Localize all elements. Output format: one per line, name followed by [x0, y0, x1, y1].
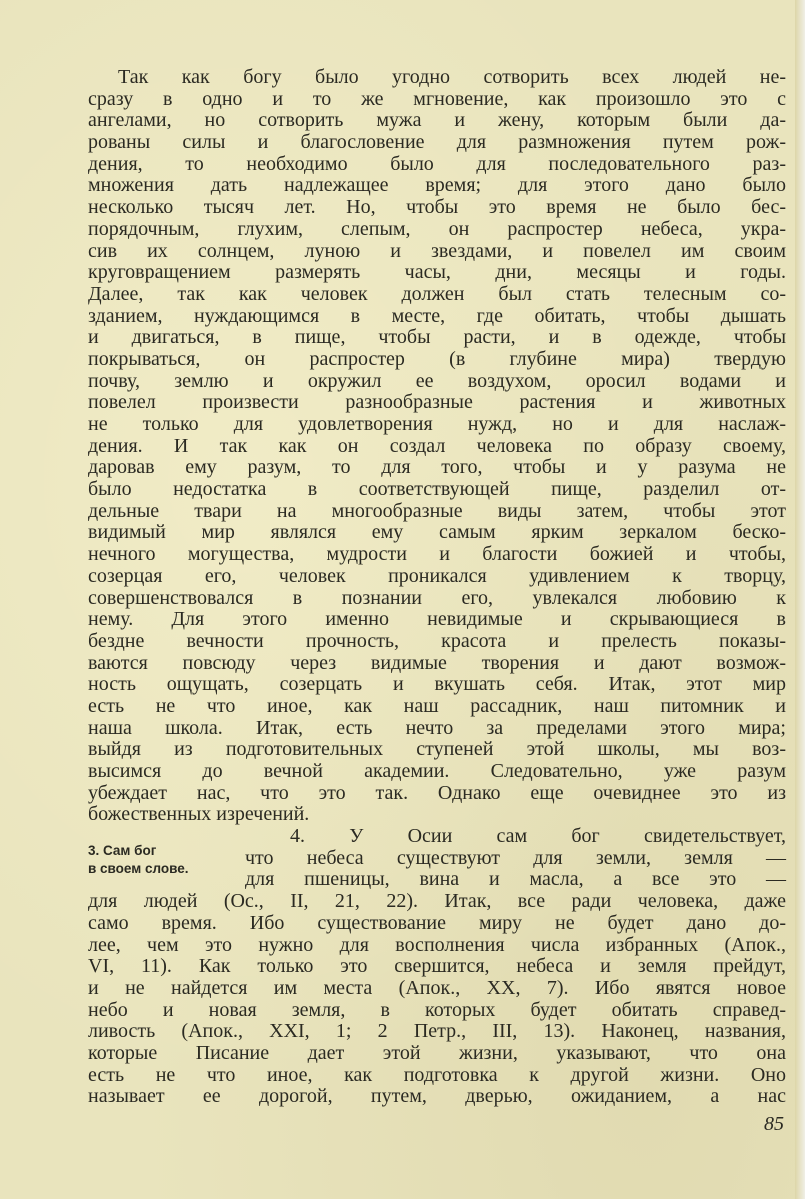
text-line: есть не что иное, как подготовка к другой жизни. Оно: [88, 1063, 786, 1086]
text-line: наша школа. Итак, есть нечто за пределами этого мира;: [88, 716, 786, 739]
body-text: [88, 67, 786, 1108]
text-line: для людей (Ос., II, 21, 22). Итак, все ради человека, даже: [88, 890, 786, 913]
text-line: небо и новая земля, в которых будет обитать справед-: [88, 998, 786, 1021]
text-line: покрываться, он распростер (в глубине мира) твердую: [88, 347, 786, 370]
paragraph-1: [88, 67, 786, 826]
text-line: которые Писание дает этой жизни, указывают, что она: [88, 1041, 786, 1064]
text-line: почву, землю и окружил ее воздухом, оросил водами и: [88, 369, 786, 392]
text-line: убеждает нас, что это так. Однако еще очевиднее это из: [88, 781, 786, 804]
page-number: 85: [764, 1113, 784, 1135]
text-line: дения, то необходимо было для последовательного раз-: [88, 152, 786, 175]
margin-note-line: в своем слове.: [88, 861, 189, 876]
text-line: бездне вечности прочность, красота и прелесть показы-: [88, 629, 786, 652]
text-line: совершенствовался в познании его, увлекался любовию к: [88, 586, 786, 609]
text-line: и двигаться, в пище, чтобы расти, и в одежде, чтобы: [88, 326, 786, 349]
text-line: и не найдется им места (Апок., XX, 7). Ибо явятся новое: [88, 976, 786, 999]
text-line: Далее, так как человек должен был стать телесным со-: [88, 282, 786, 305]
text-line: множения дать надлежащее время; для этого дано было: [88, 174, 786, 197]
text-line: было недостатка в соответствующей пище, разделил от-: [88, 478, 786, 501]
text-line: лее, чем это нужно для восполнения числа избранных (Апок.,: [88, 933, 786, 956]
text-line: сразу в одно и то же мгновение, как произошло это с: [88, 87, 786, 110]
text-line: для пшеницы, вина и масла, а все это —: [245, 868, 786, 891]
text-line: повелел произвести разнообразные растения и животных: [88, 391, 786, 414]
text-line: нему. Для этого именно невидимые и скрывающиеся в: [88, 608, 786, 631]
text-line: есть не что иное, как наш рассадник, наш питомник и: [88, 694, 786, 717]
text-line: 4. У Осии сам бог свидетельствует,: [290, 825, 786, 848]
text-line: ангелами, но сотворить мужа и жену, которым были да-: [88, 109, 786, 132]
text-line: даровав ему разум, то для того, чтобы и у разума не: [88, 456, 786, 479]
text-line: рованы силы и благословение для размножения путем рож-: [88, 131, 786, 154]
text-line: Так как богу было угодно сотворить всех людей не-: [118, 66, 786, 88]
text-line: высимся до вечной академии. Следовательно, уже разум: [88, 760, 786, 782]
text-line: дения. И так как он создал человека по образу своему,: [88, 434, 786, 457]
text-line: видимый мир являлся ему самым ярким зеркалом беско-: [88, 521, 786, 544]
text-line: круговращением размерять часы, дни, месяцы и годы.: [88, 261, 786, 284]
text-line: называет ее дорогой, путем, дверью, ожиданием, а нас: [88, 1085, 786, 1108]
text-line: ваются повсюду через видимые творения и дают возмож-: [88, 651, 786, 674]
text-line: порядочным, глухим, слепым, он распростер небеса, укра-: [88, 217, 786, 240]
text-line: божественных изречений.: [88, 803, 310, 826]
text-line: выйдя из подготовительных ступеней этой школы, мы воз-: [88, 738, 786, 761]
text-line: сив их солнцем, луною и звездами, и повелел им своим: [88, 239, 786, 262]
text-line: само время. Ибо существование миру не будет дано до-: [88, 911, 786, 934]
text-line: созерцая его, человек проникался удивлением к творцу,: [88, 564, 786, 587]
text-line: что небеса существуют для земли, земля —: [245, 846, 786, 869]
text-line: дельные твари на многообразные виды затем, чтобы этот: [88, 499, 786, 522]
text-line: не только для удовлетворения нужд, но и для наслаж-: [88, 413, 786, 435]
text-line: зданием, нуждающимся в месте, где обитать, чтобы дышать: [88, 304, 786, 327]
text-line: нечного могущества, мудрости и благости божией и чтобы,: [88, 543, 786, 566]
text-line: VI, 11). Как только это свершится, небеса и земля прейдут,: [88, 955, 786, 978]
margin-note-line: 3. Сам бог: [88, 843, 157, 858]
text-line: ность ощущать, созерцать и вкушать себя. Итак, этот мир: [88, 673, 786, 696]
text-line: ливость (Апок., XXI, 1; 2 Петр., III, 13). Наконец, названия,: [88, 1020, 786, 1043]
text-line: несколько тысяч лет. Но, чтобы это время не было бес-: [88, 196, 786, 219]
paragraph-2: [88, 891, 786, 1108]
paragraph-2-beside-note: [88, 826, 786, 891]
margin-note: [88, 842, 189, 878]
page-edge: [795, 0, 805, 1199]
